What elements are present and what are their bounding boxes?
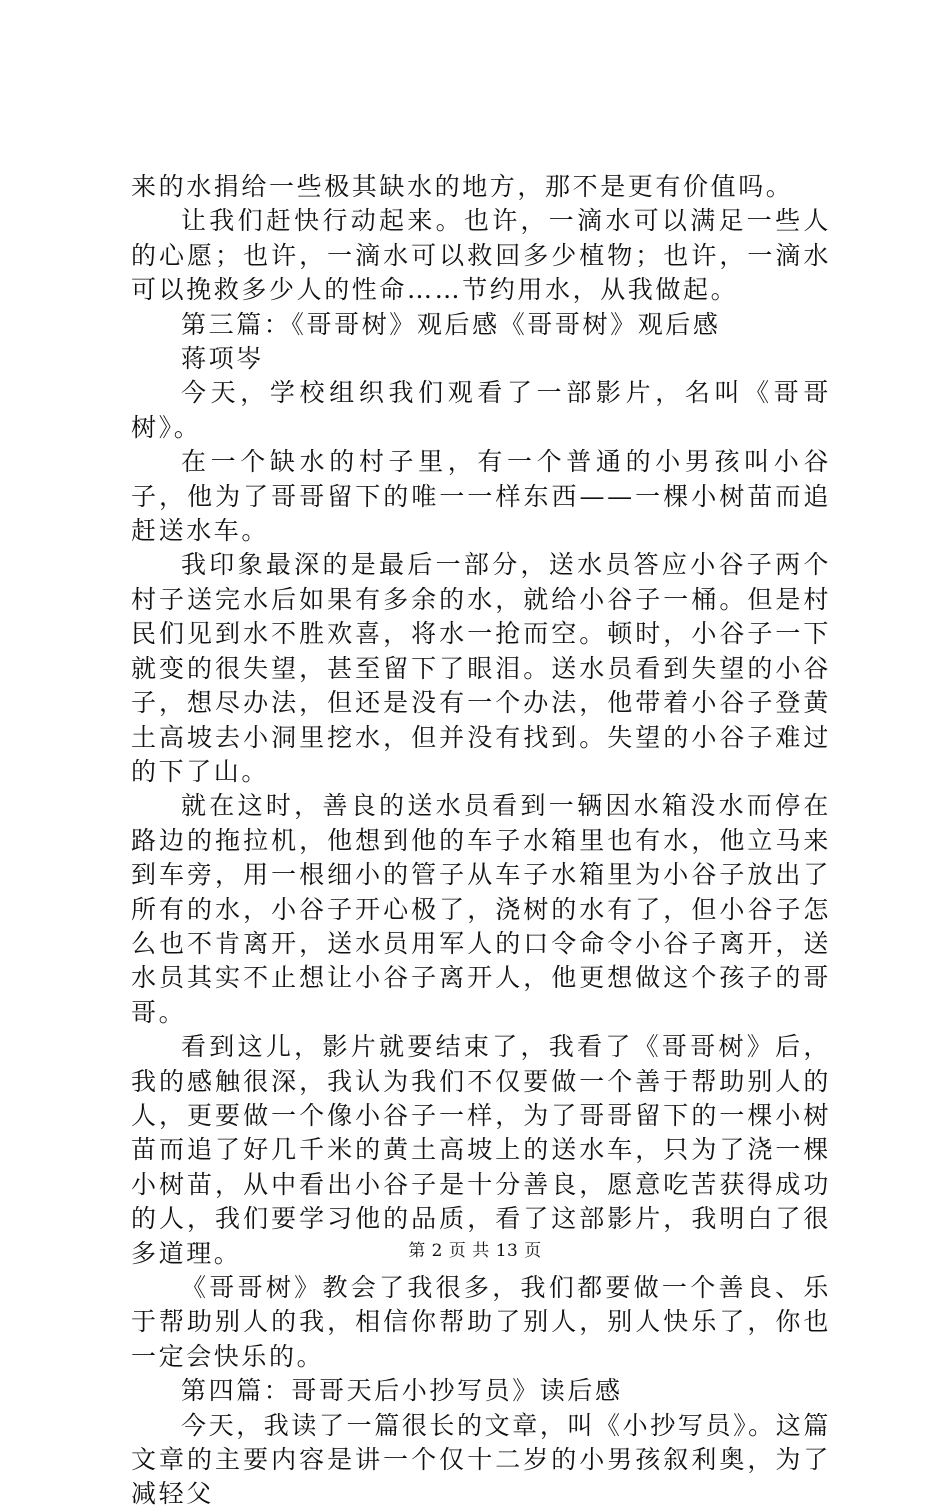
paragraph-7: 我印象最深的是最后一部分，送水员答应小谷子两个村子送完水后如果有多余的水，就给小谷子一桶。但是村民们见到水不胜欢喜，将水一抢而空。顿时，小谷子一下就变的很失望，甚至留下了眼泪。送水员看到失望的小谷子，想尽办法，但还是没有一个办法，他带着小谷子登黄土高坡去小洞里挖水，但并没有找到。失望的小谷子难过的下了山。 bbox=[131, 550, 831, 786]
paragraph-6: 在一个缺水的村子里，有一个普通的小男孩叫小谷子，他为了哥哥留下的唯一一样东西——一棵小树苗而追赶送水车。 bbox=[131, 447, 831, 546]
paragraph-10: 《哥哥树》教会了我很多，我们都要做一个善良、乐于帮助别人的我，相信你帮助了别人，别人快乐了，你也一定会快乐的。 bbox=[131, 1273, 831, 1371]
paragraph-2: 让我们赶快行动起来。也许，一滴水可以满足一些人的心愿；也许，一滴水可以救回多少植物；也许，一滴水可以挽救多少人的性命……节约用水，从我做起。 bbox=[131, 206, 831, 305]
paragraph-1: 来的水捐给一些极其缺水的地方，那不是更有价值吗。 bbox=[131, 172, 794, 201]
author-name: 蒋项岑 bbox=[181, 344, 264, 374]
document-body bbox=[131, 170, 831, 1512]
section-heading-3: 第三篇：《哥哥树》观后感《哥哥树》观后感 bbox=[181, 309, 721, 339]
paragraph-8: 就在这时，善良的送水员看到一辆因水箱没水而停在路边的拖拉机，他想到他的车子水箱里也有水，他立马来到车旁，用一根细小的管子从车子水箱里为小谷子放出了所有的水，小谷子开心极了，浇树的水有了，但小谷子怎么也不肯离开，送水员用军人的口令命令小谷子离开，送水员其实不止想让小谷子离开人，他更想做这个孩子的哥哥。 bbox=[131, 791, 831, 1027]
paragraph-12: 今天，我读了一篇很长的文章，叫《小抄写员》。这篇文章的主要内容是讲一个仅十二岁的小男孩叙利奥，为了减轻父 bbox=[131, 1410, 831, 1509]
paragraph-9: 看到这儿，影片就要结束了，我看了《哥哥树》后，我的感触很深，我认为我们不仅要做一个善于帮助别人的人，更要做一个像小谷子一样，为了哥哥留下的一棵小树苗而追了好几千米的黄土高坡上的送水车，只为了浇一棵小树苗，从中看出小谷子是十分善良，愿意吃苦获得成功的人，我们要学习他的品质，看了这部影片，我明白了很多道理。 bbox=[131, 1032, 831, 1268]
section-heading-4: 第四篇：哥哥天后小抄写员》读后感 bbox=[181, 1376, 623, 1406]
paragraph-5: 今天，学校组织我们观看了一部影片，名叫《哥哥树》。 bbox=[131, 378, 831, 442]
page-number-footer: 第 2 页 共 13 页 bbox=[408, 1241, 542, 1261]
